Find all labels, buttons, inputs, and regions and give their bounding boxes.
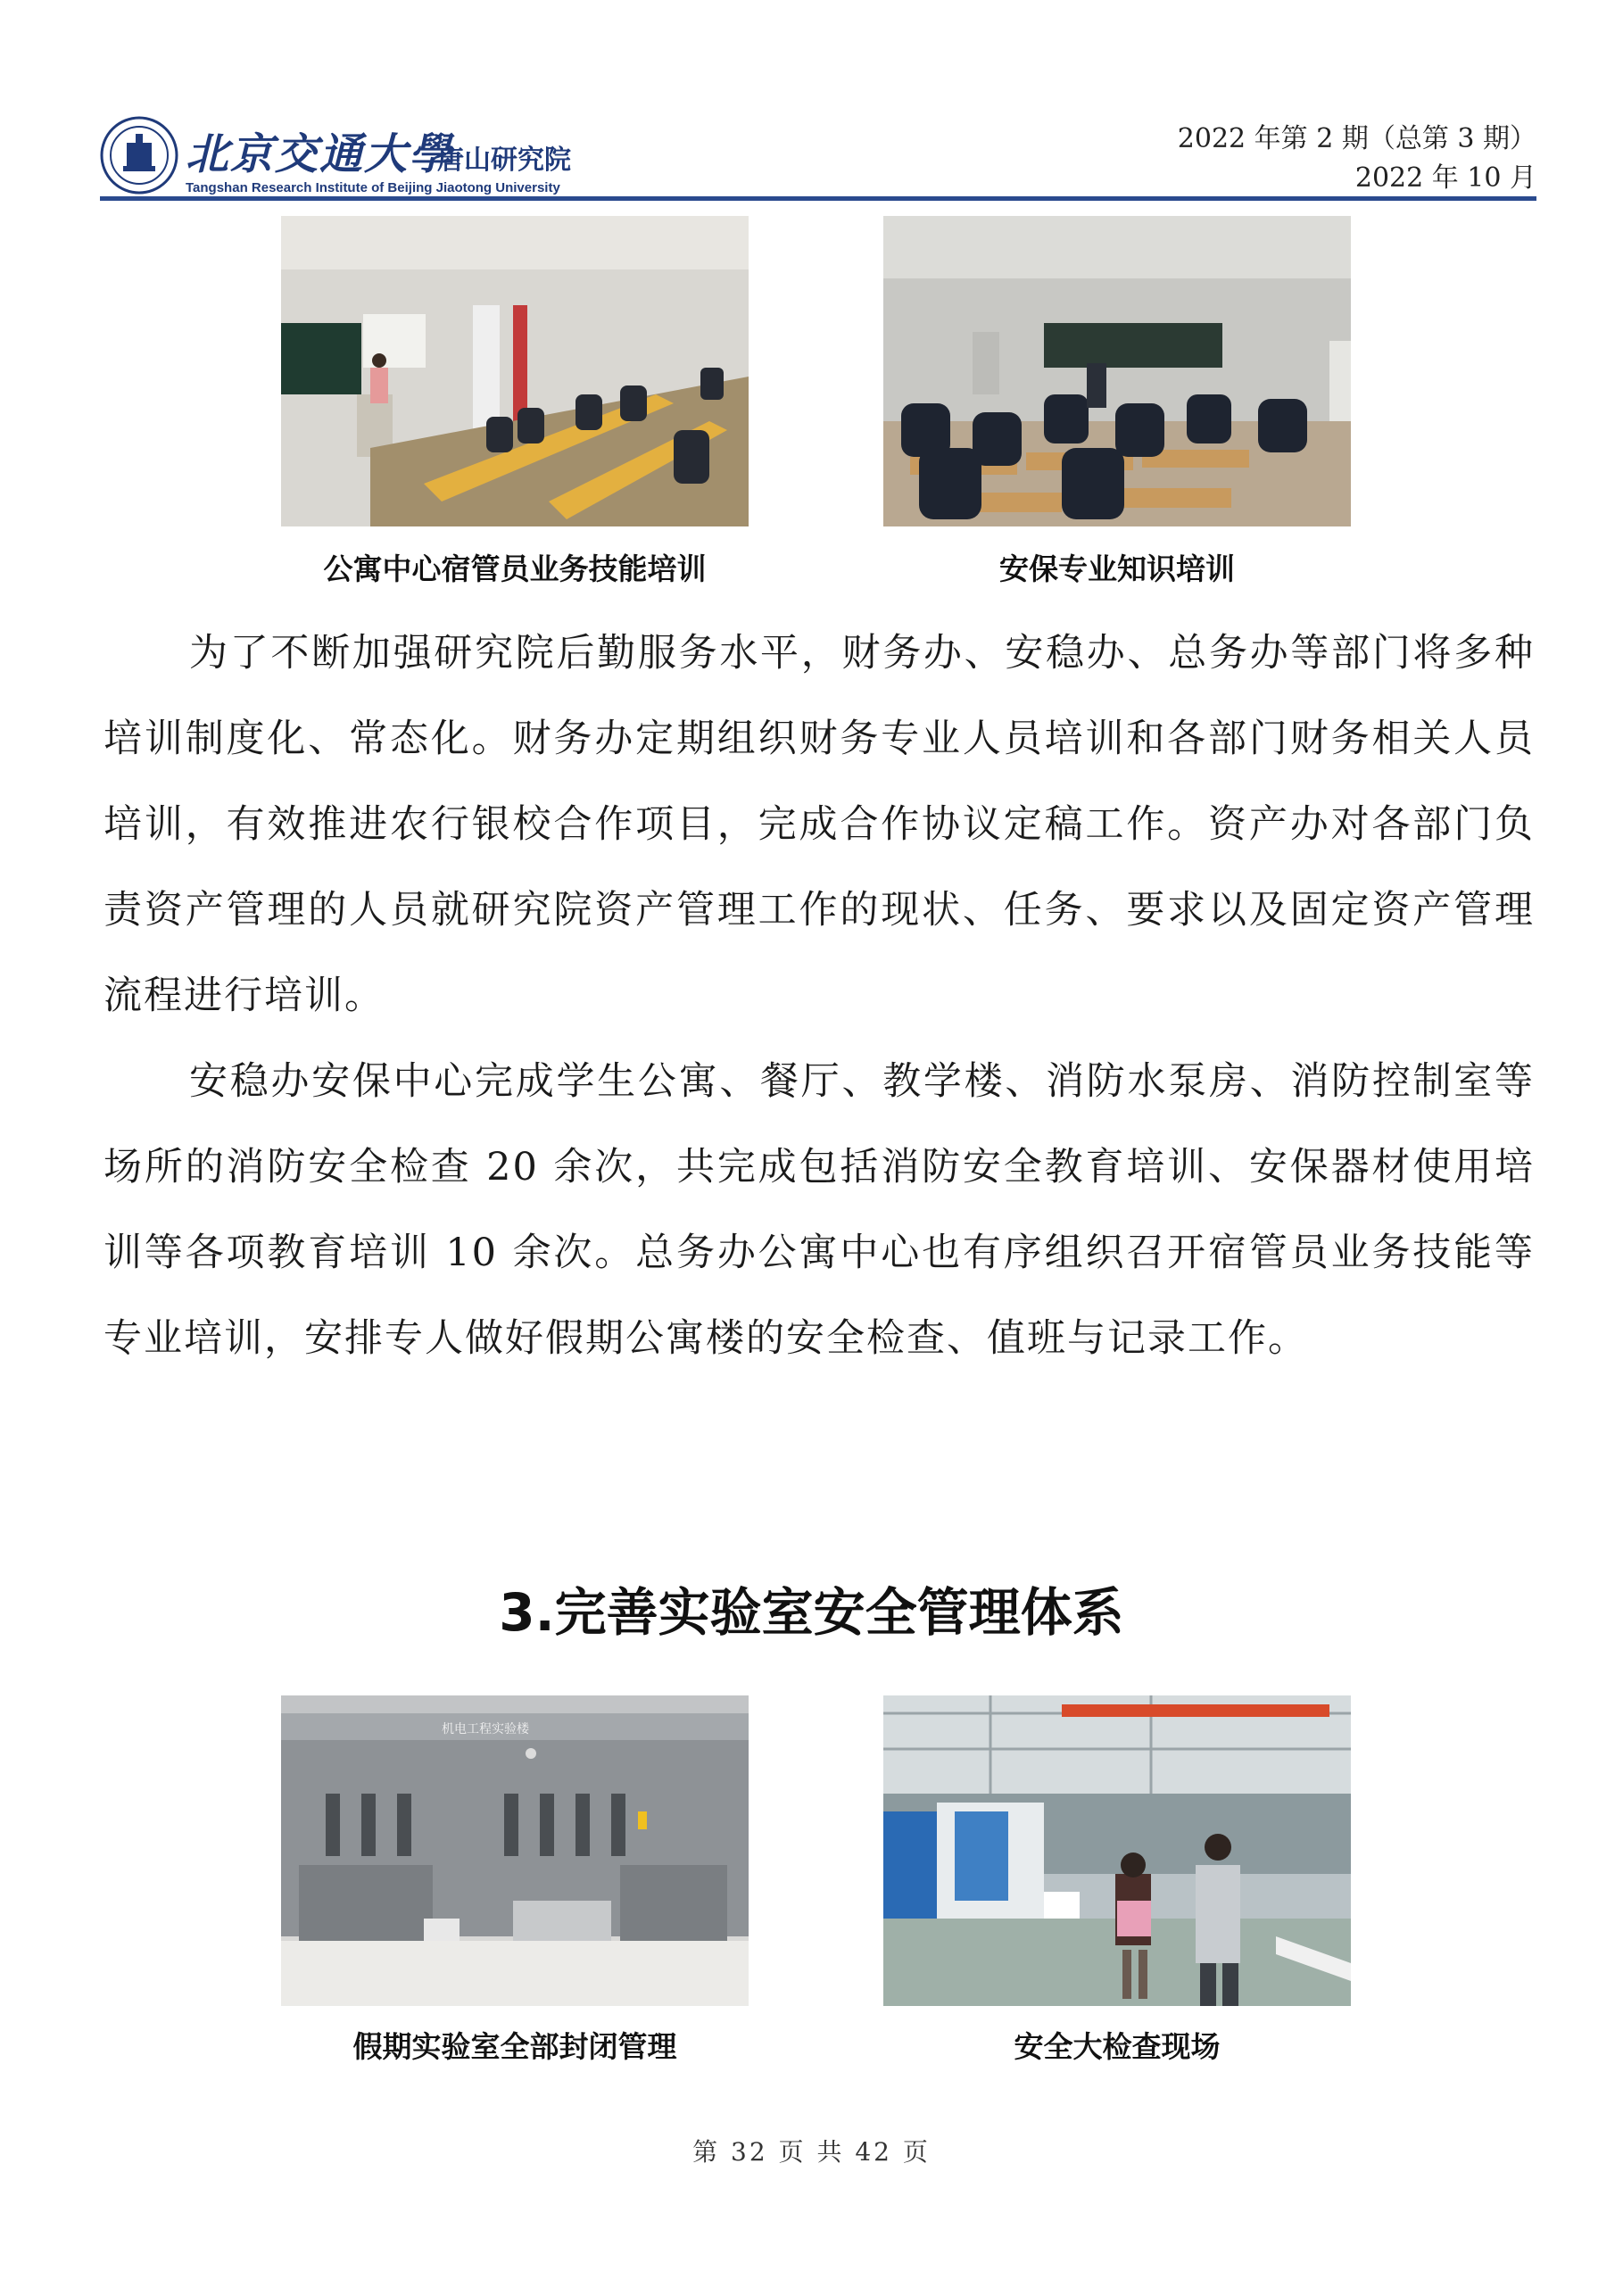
caption-security-training: 安保专业知识培训 xyxy=(999,551,1235,586)
issue-date: 2022 年 10 月 xyxy=(1354,162,1536,194)
photo-dorm-staff-training xyxy=(281,216,749,526)
photo-security-training xyxy=(883,216,1351,526)
logo-english-name: Tangshan Research Institute of Beijing Jiaotong University xyxy=(186,180,560,195)
paragraph-safety-inspection: 安稳办安保中心完成学生公寓、餐厅、教学楼、消防水泵房、消防控制室等场所的消防安全检查 20 余次，共完成包括消防安全教育培训、安保器材使用培训等各项教育培训 10 余次。总务办公寓中心也有序组织召开宿管员业务技能等专业培训，安排专人做好假期公寓楼的安全检查、值班与记录工作。 xyxy=(104,1059,1535,1361)
logo-university-name: 北京交通大學 xyxy=(186,129,454,179)
page-header xyxy=(100,105,1536,198)
photo-lab-building-closed xyxy=(281,1695,749,2006)
paragraph-logistics-training: 为了不断加强研究院后勤服务水平，财务办、安稳办、总务办等部门将多种培训制度化、常态化。财务办定期组织财务专业人员培训和各部门财务相关人员培训，有效推进农行银校合作项目，完成合作协议定稿工作。资产办对各部门负责资产管理的人员就研究院资产管理工作的现状、任务、要求以及固定资产管理流程进行培训。 xyxy=(104,631,1535,1018)
caption-lab-closed: 假期实验室全部封闭管理 xyxy=(352,2029,677,2064)
header-divider xyxy=(100,196,1536,201)
page-number: 第 32 页 共 42 页 xyxy=(692,2137,931,2167)
caption-dorm-staff-training: 公寓中心宿管员业务技能培训 xyxy=(323,551,707,586)
university-seal-icon xyxy=(100,116,178,195)
photo-safety-inspection xyxy=(883,1695,1351,2006)
caption-safety-inspection: 安全大检查现场 xyxy=(1014,2029,1221,2064)
issue-number: 2022 年第 2 期（总第 3 期） xyxy=(1177,123,1536,154)
lab-building-sign: 机电工程实验楼 xyxy=(442,1722,529,1737)
section-title: 3.完善实验室安全管理体系 xyxy=(499,1582,1124,1643)
logo-institute-name: 唐山研究院 xyxy=(437,145,571,176)
